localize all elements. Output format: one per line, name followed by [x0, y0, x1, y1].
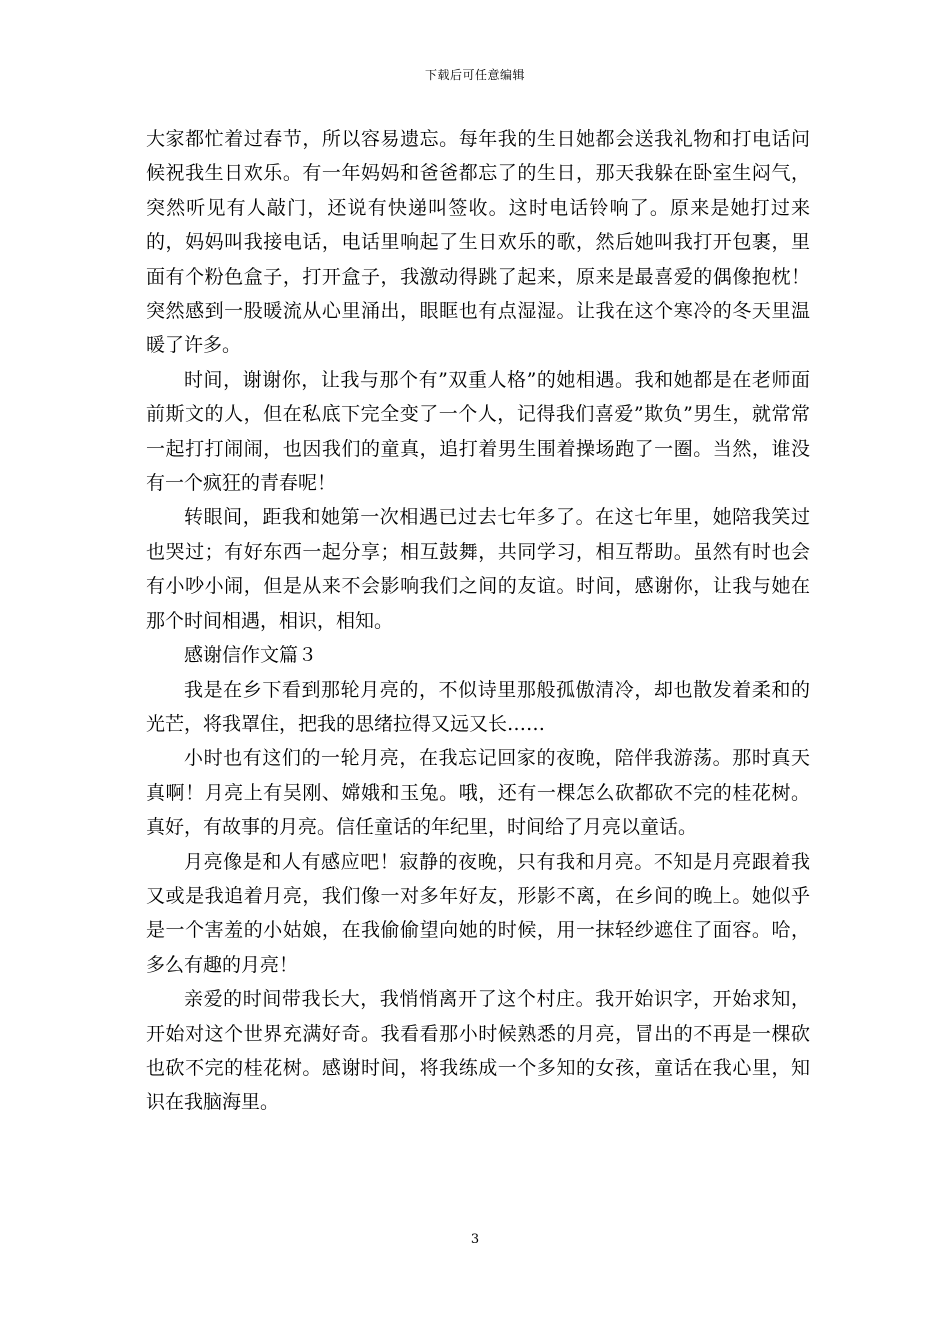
document-body	[146, 122, 810, 1120]
paragraph: 小时也有这们的一轮月亮，在我忘记回家的夜晚，陪伴我游荡。那时真天真啊！月亮上有吴刚、嫦娥和玉兔。哦，还有一棵怎么砍都砍不完的桂花树。真好，有故事的月亮。信任童话的年纪里，时间给了月亮以童话。	[146, 747, 810, 839]
paragraph: 转眼间，距我和她第一次相遇已过去七年多了。在这七年里，她陪我笑过也哭过；有好东西一起分享；相互鼓舞，共同学习，相互帮助。虽然有时也会有小吵小闹，但是从来不会影响我们之间的友谊。时间，感谢你，让我与她在那个时间相遇，相识，相知。	[146, 506, 810, 632]
paragraph-continued: 大家都忙着过春节，所以容易遗忘。每年我的生日她都会送我礼物和打电话问候祝我生日欢乐。有一年妈妈和爸爸都忘了的生日，那天我躲在卧室生闷气，突然听见有人敲门，还说有快递叫签收。这时电话铃响了。原来是她打过来的，妈妈叫我接电话，电话里响起了生日欢乐的歌，然后她叫我打开包裹，里面有个粉色盒子，打开盒子，我激动得跳了起来，原来是最喜爱的偶像抱枕！突然感到一股暖流从心里涌出，眼眶也有点湿湿。让我在这个寒冷的冬天里温暖了许多。	[146, 128, 810, 357]
page-number: 3	[470, 1232, 480, 1247]
header-note: 下载后可任意编辑	[424, 68, 525, 82]
paragraph: 月亮像是和人有感应吧！寂静的夜晚，只有我和月亮。不知是月亮跟着我又或是我追着月亮，我们像一对多年好友，形影不离，在乡间的晚上。她似乎是一个害羞的小姑娘，在我偷偷望向她的时候，用一抹轻纱遮住了面容。哈，多么有趣的月亮！	[146, 850, 810, 976]
paragraph: 我是在乡下看到那轮月亮的，不似诗里那般孤傲清冷，却也散发着柔和的光芒，将我罩住，把我的思绪拉得又远又长……	[146, 678, 810, 735]
paragraph: 亲爱的时间带我长大，我悄悄离开了这个村庄。我开始识字，开始求知，开始对这个世界充满好奇。我看看那小时候熟悉的月亮，冒出的不再是一棵砍也砍不完的桂花树。感谢时间，将我练成一个多知的女孩，童话在我心里，知识在我脑海里。	[146, 988, 810, 1114]
section-heading: 感谢信作文篇３	[184, 644, 318, 667]
paragraph: 时间，谢谢你，让我与那个有”双重人格”的她相遇。我和她都是在老师面前斯文的人，但在私底下完全变了一个人，记得我们喜爱”欺负”男生，就常常一起打打闹闹，也因我们的童真，追打着男生围着操场跑了一圈。当然，谁没有一个疯狂的青春呢！	[146, 368, 810, 495]
